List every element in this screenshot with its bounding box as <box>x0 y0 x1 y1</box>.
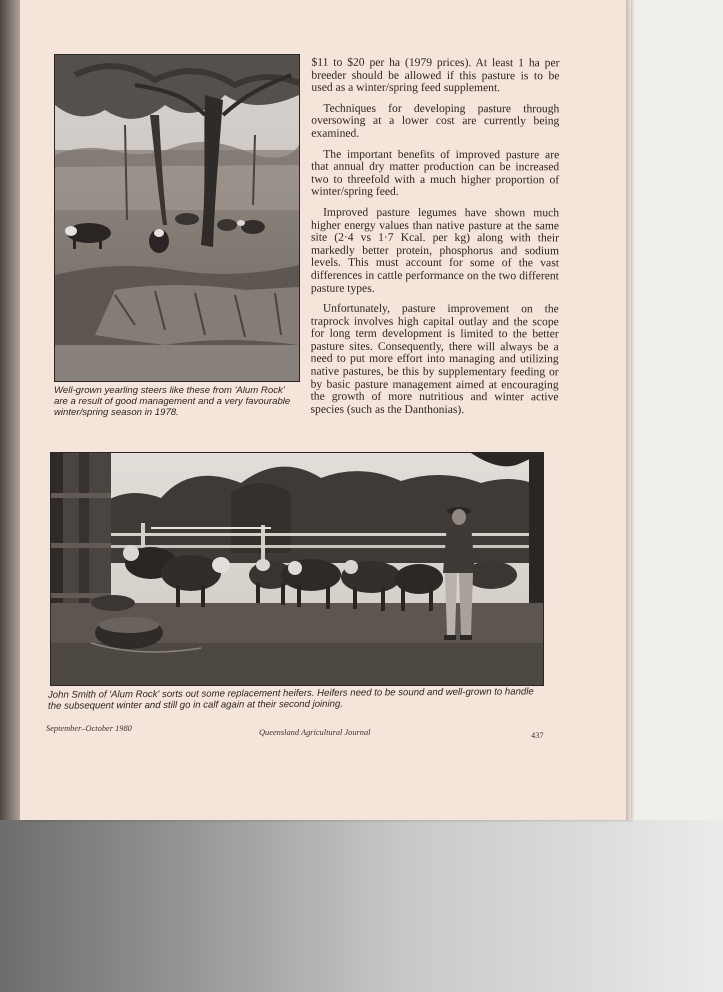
issue-date: September–October 1980 <box>46 724 132 733</box>
page-edge <box>626 0 631 820</box>
paragraph-5: Unfortunately, pasture improvement on the traprock involves high capital outlay and the scope for long term development is limited to the better pasture sites. Consequently, there will always be a need to put more effort into managing and utilizing native pastures, be this by supplementary feeding or by basic pasture management aimed at encouraging the growth of more nutritious and winter active species (such as the Danthonias). <box>310 301 559 416</box>
journal-title: Queensland Agricultural Journal <box>259 728 371 737</box>
steers-in-paddock-photo <box>54 54 300 382</box>
paragraph-1: $11 to $20 per ha (1979 prices). At least 1 ha per breeder should be allowed if this pasture is to be used as a winter/spring feed supplement. <box>311 55 560 95</box>
page-number: 437 <box>531 731 544 740</box>
paragraph-4: Improved pasture legumes have shown much higher energy values than native pasture at the same site (2·4 vs 1·7 Kcal. per kg) along with their markedly better protein, phosphorus and sodium levels. This must account for some of the vast differences in cattle performance on the two different pasture types. <box>310 205 560 295</box>
paragraph-2: Techniques for developing pasture through oversowing at a lower cost are currently being examined. <box>311 101 560 140</box>
article-column <box>311 57 560 425</box>
caption-top-photo: Well-grown yearling steers like these from 'Alum Rock' are a result of good management and a very favourable winter/spring season in 1978. <box>54 385 291 418</box>
paragraph-3: The important benefits of improved pasture are that annual dry matter production can be increased two to threefold with a much higher proportion of winter/spring feed. <box>311 147 560 199</box>
heifers-in-yard-photo <box>50 452 544 686</box>
caption-bottom-photo: John Smith of 'Alum Rock' sorts out some replacement heifers. Heifers need to be sound and well-grown to handle the subsequent winter and still go in calf again at their second joining. <box>47 686 534 712</box>
